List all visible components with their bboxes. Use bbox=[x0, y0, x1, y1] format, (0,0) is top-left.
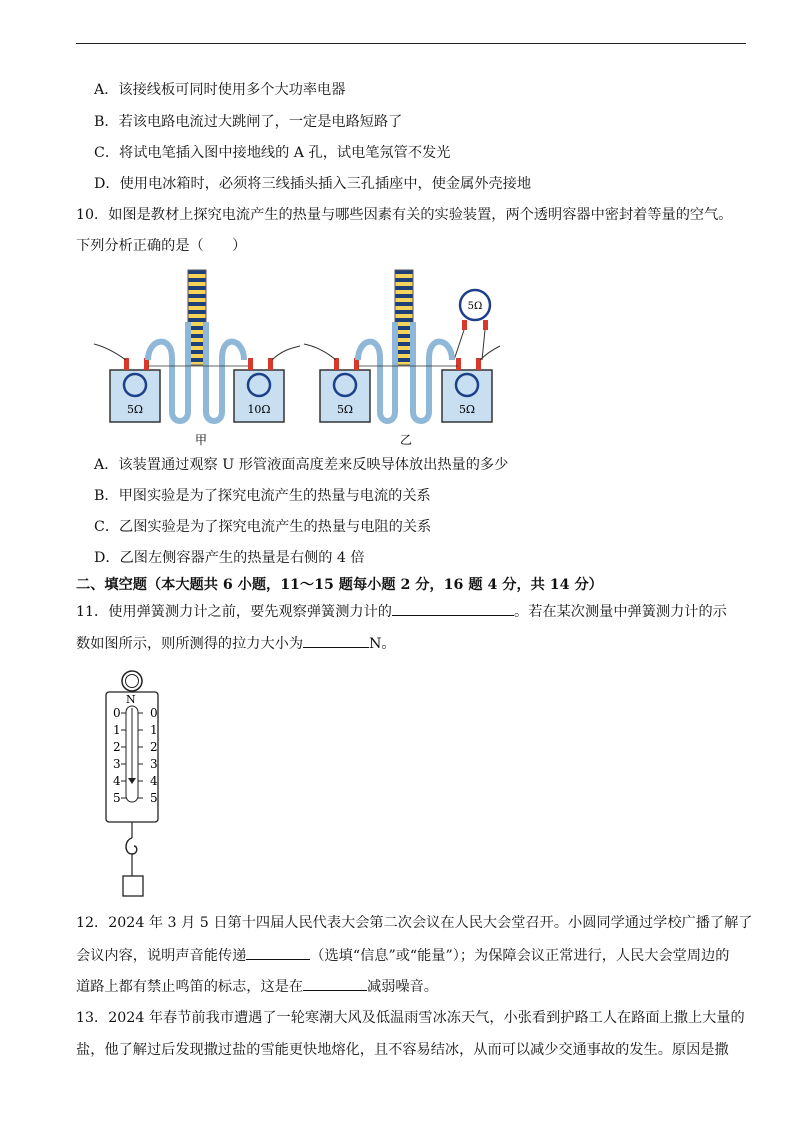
spring-scale-figure bbox=[100, 668, 166, 900]
resistor-label-jia-left: 5Ω bbox=[126, 403, 144, 416]
resistor-label-jia-right: 10Ω bbox=[247, 403, 271, 416]
figure-label-jia: 甲 bbox=[194, 433, 208, 447]
scale-tick-label-left: 5 bbox=[113, 791, 121, 805]
q9-option-b[interactable]: B．若该电路电流过大跳闸了，一定是电路短路了 bbox=[94, 114, 403, 130]
q12-text-3a: 道路上都有禁止鸣笛的标志，这是在 bbox=[76, 979, 304, 995]
q12-text-2b: （选填“信息”或“能量”）；为保障会议正常进行，人民大会堂周边的 bbox=[310, 948, 730, 964]
q11-blank-1[interactable] bbox=[392, 601, 514, 616]
apparatus-jia bbox=[94, 270, 300, 447]
q12-text-3b: 减弱噪音。 bbox=[367, 979, 438, 995]
section-heading-fill-in: 二、填空题（本大题共 6 小题，11～15 题每小题 2 分，16 题 4 分，共 14 分） bbox=[76, 577, 603, 593]
q12-blank-1[interactable] bbox=[246, 945, 310, 960]
resistor-label-yi-left: 5Ω bbox=[336, 403, 354, 416]
figure-label-yi: 乙 bbox=[399, 433, 413, 447]
q10-stem-line2: 下列分析正确的是（ ） bbox=[76, 238, 247, 254]
resistor-label-yi-external: 5Ω bbox=[467, 301, 483, 312]
scale-tick-label-right: 1 bbox=[150, 723, 158, 737]
q11-blank-2[interactable] bbox=[303, 633, 369, 648]
q13-line1: 13．2024 年春节前我市遭遇了一轮寒潮大风及低温雨雪冰冻天气，小张看到护路工人在路面上撒上大量的 bbox=[76, 1010, 745, 1026]
q12-blank-2[interactable] bbox=[303, 976, 367, 991]
q12-text-2a: 会议内容，说明声音能传递 bbox=[76, 948, 247, 964]
scale-tick-label-left: 3 bbox=[113, 757, 121, 771]
q9-option-d[interactable]: D．使用电冰箱时，必须将三线插头插入三孔插座中，使金属外壳接地 bbox=[94, 176, 532, 192]
q10-option-b[interactable]: B．甲图实验是为了探究电流产生的热量与电流的关系 bbox=[94, 488, 431, 504]
scale-tick-label-right: 5 bbox=[150, 791, 158, 805]
q13-line2: 盐，他了解过后发现撒过盐的雪能更快地熔化，且不容易结冰，从而可以减少交通事故的发生。原因是撒 bbox=[76, 1042, 729, 1058]
scale-tick-label-left: 4 bbox=[113, 774, 121, 788]
scale-tick-label-right: 4 bbox=[150, 774, 158, 788]
scale-tick-label-left: 2 bbox=[113, 740, 121, 754]
q9-option-a[interactable]: A．该接线板可同时使用多个大功率电器 bbox=[94, 82, 346, 98]
scale-tick-label-right: 0 bbox=[150, 706, 158, 720]
scale-tick-label-left: 0 bbox=[113, 706, 121, 720]
q10-option-d[interactable]: D．乙图左侧容器产生的热量是右侧的 4 倍 bbox=[94, 550, 365, 566]
q11-line2 bbox=[76, 633, 396, 654]
resistor-label-yi-right: 5Ω bbox=[458, 403, 476, 416]
q10-option-c[interactable]: C．乙图实验是为了探究电流产生的热量与电阻的关系 bbox=[94, 519, 432, 535]
scale-tick-label-left: 1 bbox=[113, 723, 121, 737]
q9-option-c[interactable]: C．将试电笔插入图中接地线的 A 孔，试电笔氖管不发光 bbox=[94, 145, 451, 161]
q10-figure bbox=[92, 262, 502, 448]
q11-text-1b: 。若在某次测量中弹簧测力计的示 bbox=[514, 604, 727, 620]
q10-stem-line1: 10．如图是教材上探究电流产生的热量与哪些因素有关的实验装置，两个透明容器中密封着等量的空气。 bbox=[76, 207, 733, 223]
q11-text-1a: 11．使用弹簧测力计之前，要先观察弹簧测力计的 bbox=[76, 604, 392, 620]
q12-line2 bbox=[76, 945, 729, 966]
q10-option-a[interactable]: A．该装置通过观察 U 形管液面高度差来反映导体放出热量的多少 bbox=[94, 457, 509, 473]
scale-tick-label-right: 3 bbox=[150, 757, 158, 771]
q11-text-2a: 数如图所示，则所测得的拉力大小为 bbox=[76, 636, 304, 652]
q11-line1 bbox=[76, 601, 727, 622]
q12-line1: 12．2024 年 3 月 5 日第十四届人民代表大会第二次会议在人民大会堂召开。小圆同学通过学校广播了解了 bbox=[76, 915, 753, 931]
header-rule bbox=[76, 43, 746, 44]
scale-tick-label-right: 2 bbox=[150, 740, 158, 754]
scale-unit-label: N bbox=[126, 693, 136, 706]
q12-line3 bbox=[76, 976, 438, 997]
apparatus-yi bbox=[304, 270, 500, 447]
q11-text-2b: N。 bbox=[369, 636, 396, 652]
